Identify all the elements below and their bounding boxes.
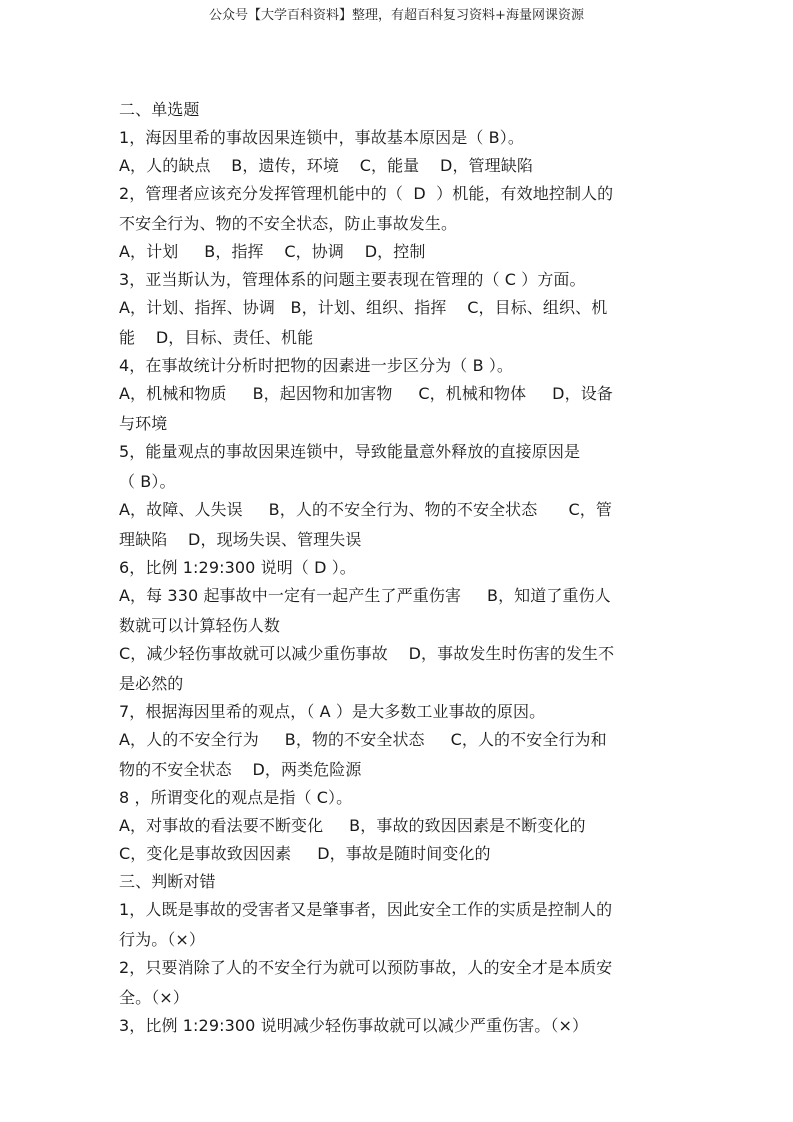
question-2-cont: 不安全行为、物的不安全状态，防止事故发生。 <box>119 214 458 233</box>
judgement-1: 1，人既是事故的受害者又是肇事者，因此安全工作的实质是控制人的 <box>119 900 613 919</box>
section-heading-true-false: 三、判断对错 <box>119 872 216 891</box>
question-1-options: A，人的缺点 B，遗传，环境 C，能量 D，管理缺陷 <box>119 156 533 175</box>
question-4-options: A，机械和物质 B，起因物和加害物 C，机械和物体 D，设备 <box>119 384 613 403</box>
question-8-options: A，对事故的看法要不断变化 B，事故的致因因素是不断变化的 <box>119 816 586 835</box>
question-3-options: A，计划、指挥、协调 B，计划、组织、指挥 C，目标、组织、机 <box>119 298 608 317</box>
question-3: 3，亚当斯认为，管理体系的问题主要表现在管理的（ C ）方面。 <box>119 270 586 289</box>
judgement-2-cont: 全。（×） <box>119 988 189 1007</box>
question-6-options-cont: 数就可以计算轻伤人数 <box>119 616 281 635</box>
question-8-options-cont: C，变化是事故致因因素 D，事故是随时间变化的 <box>119 844 491 863</box>
question-2: 2，管理者应该充分发挥管理机能中的（ D ）机能，有效地控制人的 <box>119 184 614 203</box>
section-heading-single-choice: 二、单选题 <box>119 100 200 119</box>
document-body <box>119 97 677 1041</box>
question-4-options-cont: 与环境 <box>119 414 168 433</box>
question-3-options-cont: 能 D，目标、责任、机能 <box>119 328 314 347</box>
question-6-options: A，每 330 起事故中一定有一起产生了严重伤害 B，知道了重伤人 <box>119 586 611 605</box>
question-6-options-2: C，减少轻伤事故就可以减少重伤事故 D，事故发生时伤害的发生不 <box>119 644 615 663</box>
question-6: 6，比例 1:29:300 说明（ D ）。 <box>119 558 356 577</box>
judgement-3: 3，比例 1:29:300 说明减少轻伤事故就可以减少严重伤害。（×） <box>119 1016 589 1035</box>
question-4: 4，在事故统计分析时把物的因素进一步区分为（ B ）。 <box>119 356 514 375</box>
question-8: 8 ，所谓变化的观点是指（ C）。 <box>119 788 353 807</box>
question-5-cont: （ B）。 <box>119 472 176 491</box>
question-5-options: A，故障、人失误 B，人的不安全行为、物的不安全状态 C，管 <box>119 500 612 519</box>
question-5: 5，能量观点的事故因果连锁中，导致能量意外释放的直接原因是 <box>119 442 581 461</box>
question-5-options-cont: 理缺陷 D，现场失误、管理失误 <box>119 530 362 549</box>
question-7-options-cont: 物的不安全状态 D，两类危险源 <box>119 760 362 779</box>
question-2-options: A，计划 B，指挥 C，协调 D，控制 <box>119 242 426 261</box>
judgement-1-cont: 行为。（×） <box>119 930 206 949</box>
question-1: 1，海因里希的事故因果连锁中，事故基本原因是（ B）。 <box>119 128 524 147</box>
question-7-options: A，人的不安全行为 B，物的不安全状态 C，人的不安全行为和 <box>119 730 607 749</box>
judgement-2: 2，只要消除了人的不安全行为就可以预防事故，人的安全才是本质安 <box>119 958 613 977</box>
header-note: 公众号【大学百科资料】整理，有超百科复习资料+海量网课资源 <box>209 8 584 23</box>
question-7: 7，根据海因里希的观点，（ A ）是大多数工业事故的原因。 <box>119 702 546 721</box>
question-6-options-2-cont: 是必然的 <box>119 674 184 693</box>
